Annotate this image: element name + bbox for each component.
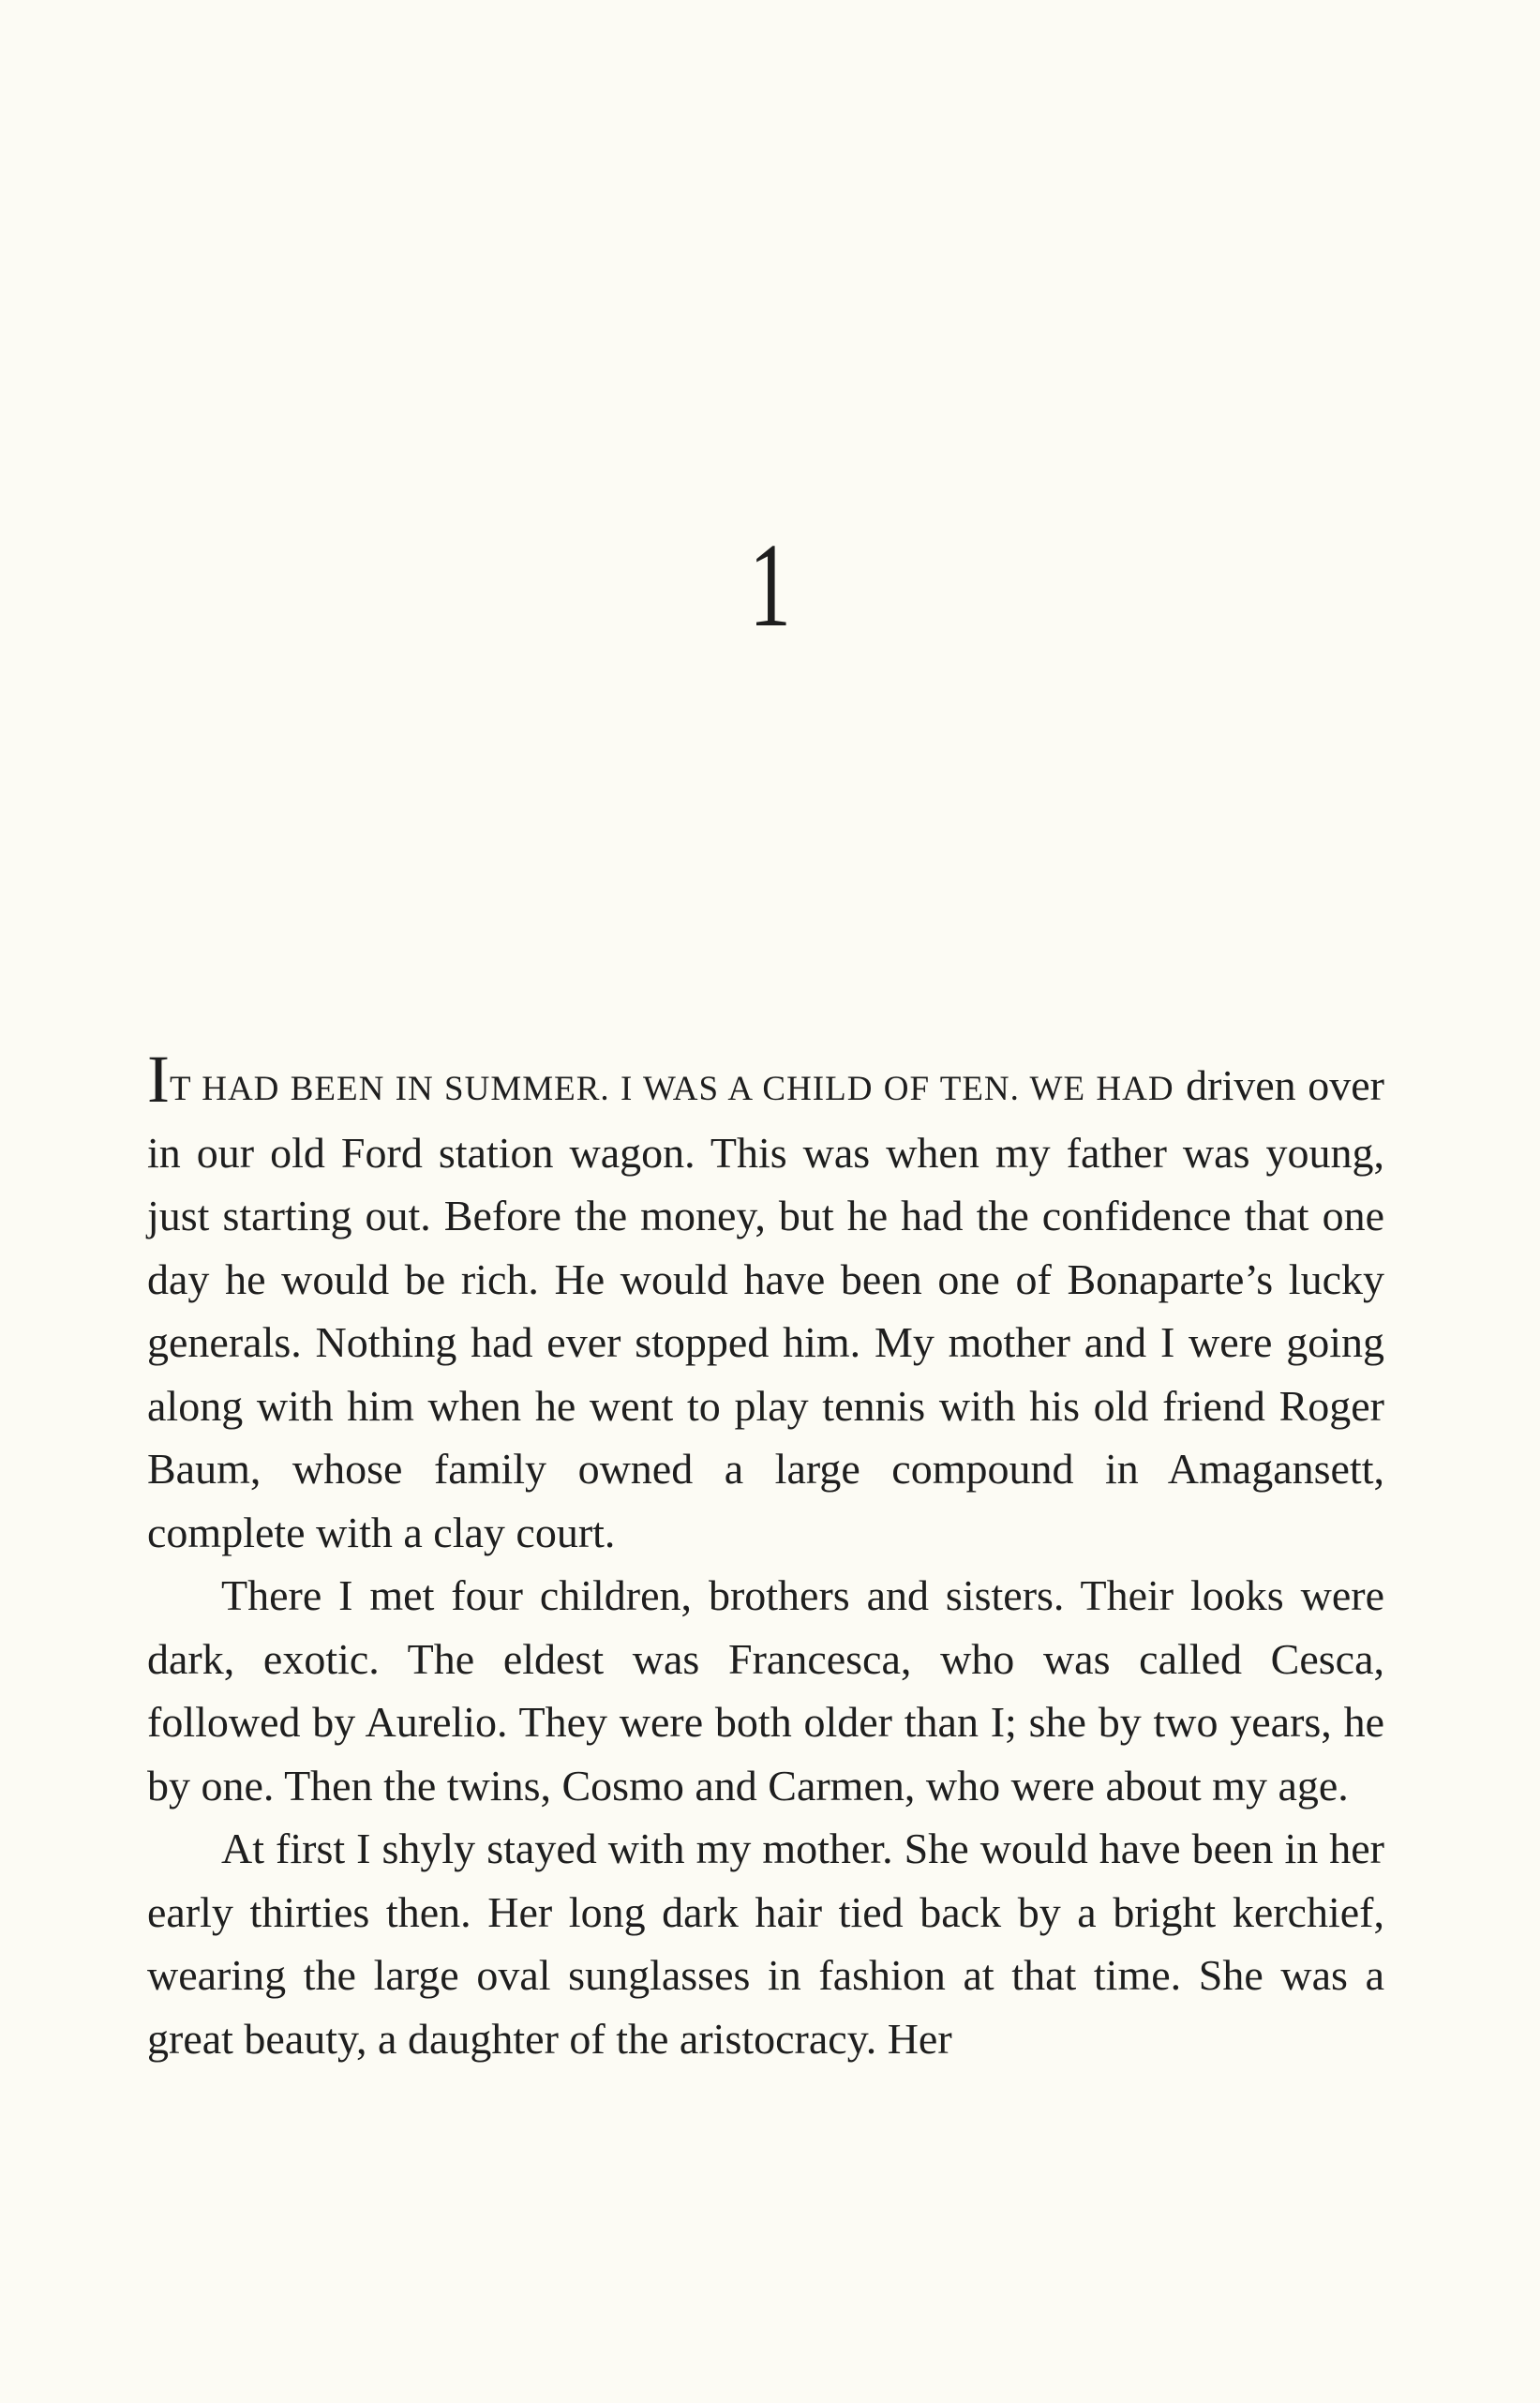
opening-small-caps: T HAD BEEN IN SUMMER. I WAS A CHILD OF TEN. WE HAD [169,1070,1174,1108]
chapter-body [147,1042,1384,2070]
drop-cap: I [147,1042,170,1117]
paragraph-opening-text: driven over in our old Ford station wagon. This was when my father was young, just starting out. Before the money, but he had the confidence that one day he would be rich. He would have been one of Bonaparte’s lucky generals. Nothing had ever stopped him. My mother and I were going along with him when he went to play tennis with his old friend Roger Baum, whose family owned a large compound in Amagansett, complete with a clay court. [147,1061,1384,1556]
paragraph-opening [147,1042,1384,1564]
chapter-number: 1 [749,518,791,652]
paragraph-children: There I met four children, brothers and sisters. Their looks were dark, exotic. The eldest was Francesca, who was called Cesca, followed by Aurelio. They were both older than I; she by two years, he by one. Then the twins, Cosmo and Carmen, who were about my age. [147,1571,1384,1810]
paragraph-mother: At first I shyly stayed with my mother. She would have been in her early thirties then. Her long dark hair tied back by a bright kerchief, wearing the large oval sunglasses in fashion at that time. She was a great beauty, a daughter of the aristocracy. Her [147,1825,1384,2063]
